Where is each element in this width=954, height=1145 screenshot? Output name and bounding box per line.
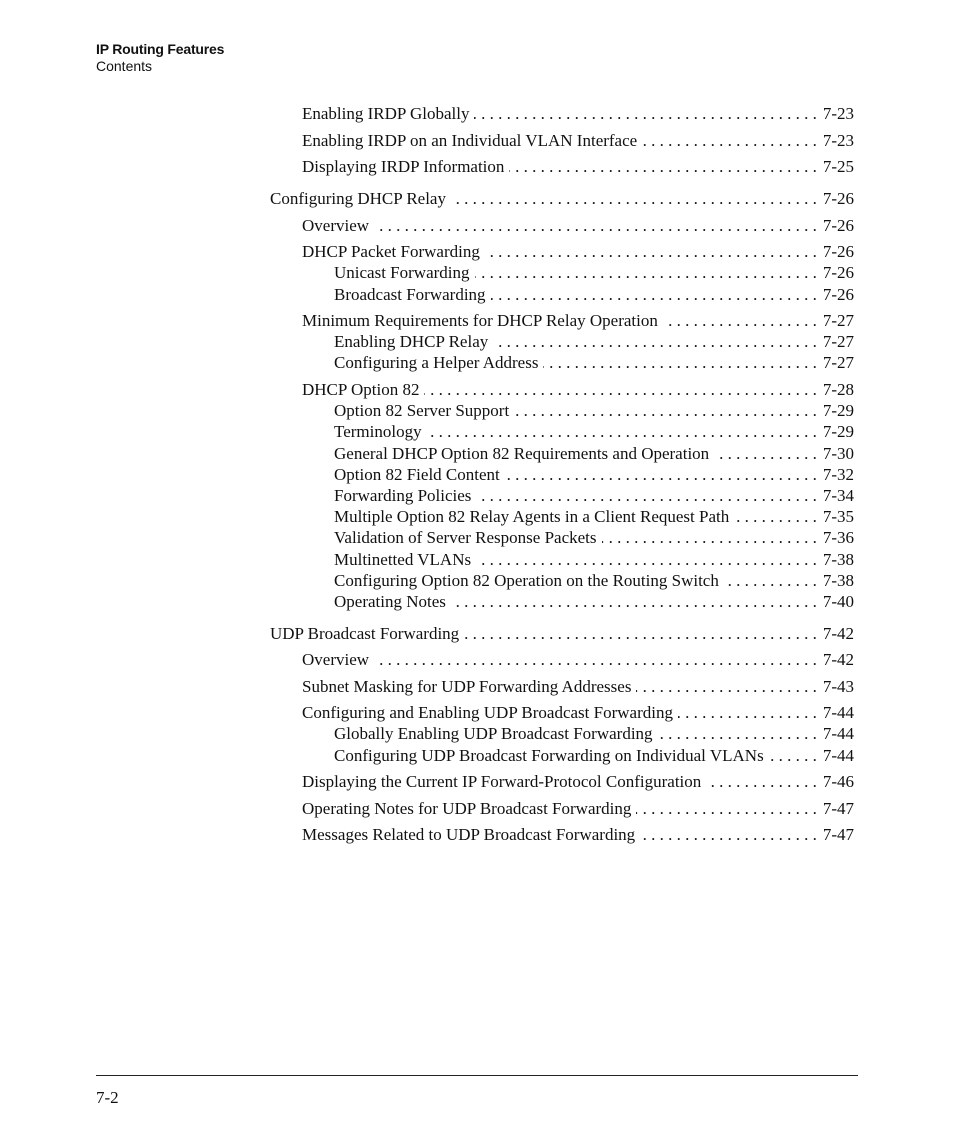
- toc-entry-page: 7-30: [822, 444, 854, 463]
- dot-leader: [427, 421, 817, 442]
- toc-entry-title: Overview: [302, 650, 370, 669]
- dot-leader: [724, 570, 817, 591]
- dot-leader: [640, 824, 817, 845]
- toc-entry[interactable]: [334, 485, 854, 506]
- toc-entry-page: 7-23: [822, 131, 854, 150]
- toc-entry-page: 7-35: [822, 507, 854, 526]
- toc-entry[interactable]: [334, 549, 854, 570]
- toc-entry-page: 7-43: [822, 677, 854, 696]
- toc-entry-title: UDP Broadcast Forwarding: [270, 624, 460, 643]
- toc-entry-page: 7-42: [822, 624, 854, 643]
- toc-entry-title: Configuring DHCP Relay: [270, 189, 446, 208]
- toc-entry[interactable]: [334, 506, 854, 527]
- toc-entry[interactable]: [302, 702, 854, 723]
- toc-entry[interactable]: [334, 443, 854, 464]
- dot-leader: [474, 103, 816, 124]
- toc-entry[interactable]: [302, 798, 854, 819]
- toc-entry-title: Enabling DHCP Relay: [334, 332, 489, 351]
- toc-entry-title: Globally Enabling UDP Broadcast Forwarding: [334, 724, 653, 743]
- toc-entry-page: 7-38: [822, 550, 854, 569]
- dot-leader: [475, 262, 817, 283]
- dot-leader: [493, 331, 817, 352]
- toc-entry-page: 7-26: [822, 189, 854, 208]
- toc-entry[interactable]: [302, 771, 854, 792]
- dot-leader: [636, 676, 816, 697]
- toc-entry-page: 7-34: [822, 486, 854, 505]
- toc-entry-page: 7-26: [822, 263, 854, 282]
- toc-entry[interactable]: [334, 262, 854, 283]
- toc-entry-title: Operating Notes for UDP Broadcast Forwarding: [302, 799, 632, 818]
- dot-leader: [476, 485, 816, 506]
- toc-entry-title: DHCP Option 82: [302, 380, 420, 399]
- toc-entry-title: Multinetted VLANs: [334, 550, 472, 569]
- toc-entry-page: 7-27: [822, 353, 854, 372]
- toc-entry[interactable]: [334, 352, 854, 373]
- dot-leader: [514, 400, 817, 421]
- toc-entry-page: 7-42: [822, 650, 854, 669]
- chapter-title: IP Routing Features: [96, 41, 225, 57]
- toc-entry[interactable]: [334, 591, 854, 612]
- dot-leader: [491, 284, 817, 305]
- dot-leader: [424, 379, 816, 400]
- toc-entry-title: Option 82 Field Content: [334, 465, 500, 484]
- toc-entry[interactable]: [334, 464, 854, 485]
- toc-entry-title: Multiple Option 82 Relay Agents in a Client Request Path: [334, 507, 730, 526]
- toc-entry-page: 7-26: [822, 285, 854, 304]
- toc-entry-page: 7-47: [822, 799, 854, 818]
- toc-entry[interactable]: [302, 241, 854, 262]
- toc-entry-page: 7-23: [822, 104, 854, 123]
- toc-entry-title: Configuring a Helper Address: [334, 353, 539, 372]
- toc-entry[interactable]: [302, 379, 854, 400]
- dot-leader: [714, 443, 817, 464]
- toc-entry-title: DHCP Packet Forwarding: [302, 242, 480, 261]
- toc-entry-page: 7-27: [822, 311, 854, 330]
- toc-entry-title: Displaying IRDP Information: [302, 157, 505, 176]
- dot-leader: [734, 506, 817, 527]
- dot-leader: [476, 549, 817, 570]
- toc-entry-page: 7-26: [822, 242, 854, 261]
- toc-entry-page: 7-25: [822, 157, 854, 176]
- dot-leader: [464, 623, 817, 644]
- toc-entry[interactable]: [302, 156, 854, 177]
- dot-leader: [505, 464, 817, 485]
- toc-entry-page: 7-38: [822, 571, 854, 590]
- footer-divider: [96, 1075, 858, 1076]
- toc-entry-title: Configuring and Enabling UDP Broadcast Forwarding: [302, 703, 673, 722]
- toc-entry[interactable]: [334, 421, 854, 442]
- toc-entry[interactable]: [302, 676, 854, 697]
- toc-entry[interactable]: [334, 527, 854, 548]
- toc-entry-page: 7-28: [822, 380, 854, 399]
- toc-entry-title: Displaying the Current IP Forward-Protocol Configuration: [302, 772, 702, 791]
- toc-entry[interactable]: [302, 824, 854, 845]
- dot-leader: [374, 215, 817, 236]
- dot-leader: [636, 798, 816, 819]
- toc-entry-title: Forwarding Policies: [334, 486, 472, 505]
- toc-entry-title: Subnet Masking for UDP Forwarding Addresses: [302, 677, 632, 696]
- toc-entry-title: Configuring UDP Broadcast Forwarding on Individual VLANs: [334, 746, 764, 765]
- dot-leader: [509, 156, 816, 177]
- section-subtitle: Contents: [96, 58, 153, 74]
- toc-entry-title: Enabling IRDP on an Individual VLAN Interface: [302, 131, 638, 150]
- toc-entry[interactable]: [334, 331, 854, 352]
- toc-entry-page: 7-46: [822, 772, 854, 791]
- dot-leader: [642, 130, 817, 151]
- toc-entry-title: Overview: [302, 216, 370, 235]
- toc-entry-page: 7-29: [822, 422, 854, 441]
- dot-leader: [658, 723, 817, 744]
- dot-leader: [769, 745, 817, 766]
- toc-entry-title: Option 82 Server Support: [334, 401, 510, 420]
- toc-entry-title: Unicast Forwarding: [334, 263, 470, 282]
- toc-entry-title: Configuring Option 82 Operation on the Routing Switch: [334, 571, 719, 590]
- toc-entry-title: Terminology: [334, 422, 422, 441]
- toc-entry-page: 7-32: [822, 465, 854, 484]
- toc-entry-page: 7-40: [822, 592, 854, 611]
- toc-entry[interactable]: [302, 130, 854, 151]
- dot-leader: [602, 527, 817, 548]
- toc-entry[interactable]: [302, 649, 854, 670]
- dot-leader: [663, 310, 817, 331]
- dot-leader: [543, 352, 816, 373]
- dot-leader: [678, 702, 817, 723]
- toc-entry-title: Broadcast Forwarding: [334, 285, 486, 304]
- toc-entry[interactable]: [302, 215, 854, 236]
- toc-entry[interactable]: [334, 284, 854, 305]
- toc-entry-page: 7-27: [822, 332, 854, 351]
- toc-entry-page: 7-36: [822, 528, 854, 547]
- toc-entry-title: Validation of Server Response Packets: [334, 528, 597, 547]
- dot-leader: [485, 241, 817, 262]
- toc-entry[interactable]: [270, 623, 854, 644]
- toc-entry[interactable]: [302, 103, 854, 124]
- footer-page-number: 7-2: [96, 1088, 119, 1107]
- toc-entry-page: 7-44: [822, 746, 854, 765]
- toc-entry[interactable]: [302, 310, 854, 331]
- toc-entry-page: 7-26: [822, 216, 854, 235]
- dot-leader: [374, 649, 817, 670]
- toc-entry-page: 7-44: [822, 724, 854, 743]
- toc-entry-title: General DHCP Option 82 Requirements and Operation: [334, 444, 710, 463]
- toc-entry[interactable]: [334, 723, 854, 744]
- toc-entry[interactable]: [270, 188, 854, 209]
- toc-entry-title: Operating Notes: [334, 592, 446, 611]
- dot-leader: [451, 591, 817, 612]
- toc-entry-title: Messages Related to UDP Broadcast Forwarding: [302, 825, 636, 844]
- toc-entry[interactable]: [334, 570, 854, 591]
- dot-leader: [706, 771, 817, 792]
- toc-entry-title: Minimum Requirements for DHCP Relay Operation: [302, 311, 658, 330]
- dot-leader: [451, 188, 817, 209]
- toc-entry[interactable]: [334, 745, 854, 766]
- toc-entry-page: 7-47: [822, 825, 854, 844]
- toc-entry-title: Enabling IRDP Globally: [302, 104, 470, 123]
- toc-entry-page: 7-44: [822, 703, 854, 722]
- toc-entry-page: 7-29: [822, 401, 854, 420]
- toc-entry[interactable]: [334, 400, 854, 421]
